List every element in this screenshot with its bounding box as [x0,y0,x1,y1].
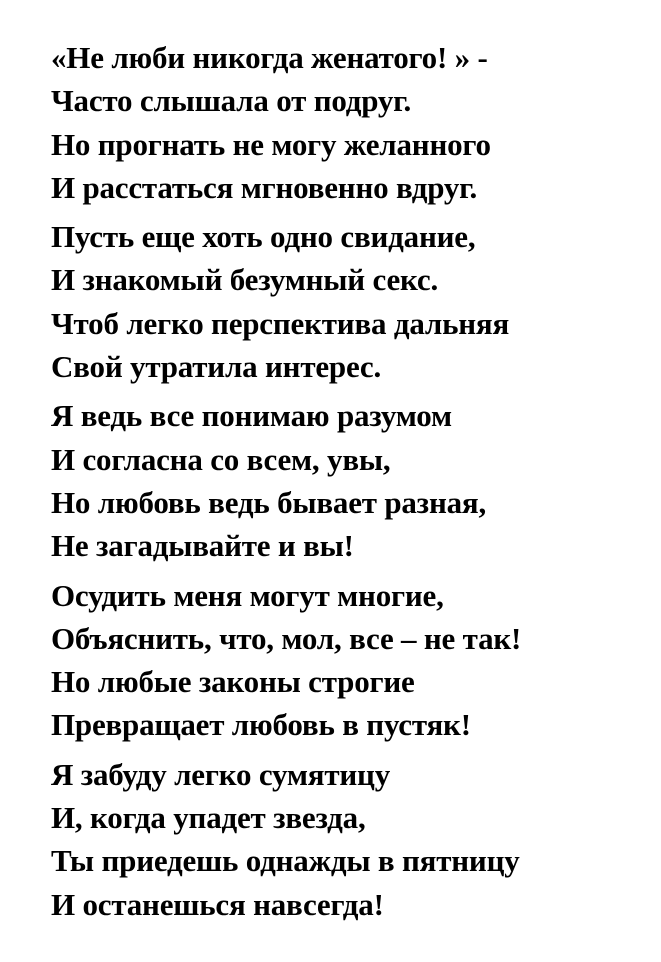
poem-line: Пусть еще хоть одно свидание, [51,219,476,255]
poem-line: И расстаться мгновенно вдруг. [51,169,478,205]
poem-line: Свой утратила интерес. [51,349,382,385]
poem-line: Объяснить, что, мол, все – не так! [51,620,522,656]
poem-line: Превращает любовь в пустяк! [51,707,471,743]
poem-line: Но любовь ведь бывает разная, [51,484,487,520]
poem-line: Но любые законы строгие [51,664,415,700]
poem-line: И знакомый безумный секс. [51,262,439,298]
poem-line: Часто слышала от подруг. [51,83,412,119]
poem [51,36,656,932]
stanza-4 [51,574,656,747]
poem-line: Ты приедешь однажды в пятницу [51,843,520,879]
poem-line: Я забуду легко сумятицу [51,756,391,792]
poem-line: Я ведь все понимаю разумом [51,398,452,434]
poem-line: И согласна со всем, увы, [51,441,391,477]
poem-line: И, когда упадет звезда, [51,800,366,836]
stanza-2 [51,215,656,388]
stanza-5 [51,753,656,926]
poem-line: Не загадывайте и вы! [51,528,354,564]
poem-line: И останешься навсегда! [51,886,384,922]
poem-line: Осудить меня могут многие, [51,577,444,613]
poem-line: Но прогнать не могу желанного [51,126,491,162]
poem-line: «Не люби никогда женатого! » - [51,40,488,75]
stanza-1 [51,36,656,209]
stanza-3 [51,394,656,567]
poem-line: Чтоб легко перспектива дальняя [51,305,510,341]
